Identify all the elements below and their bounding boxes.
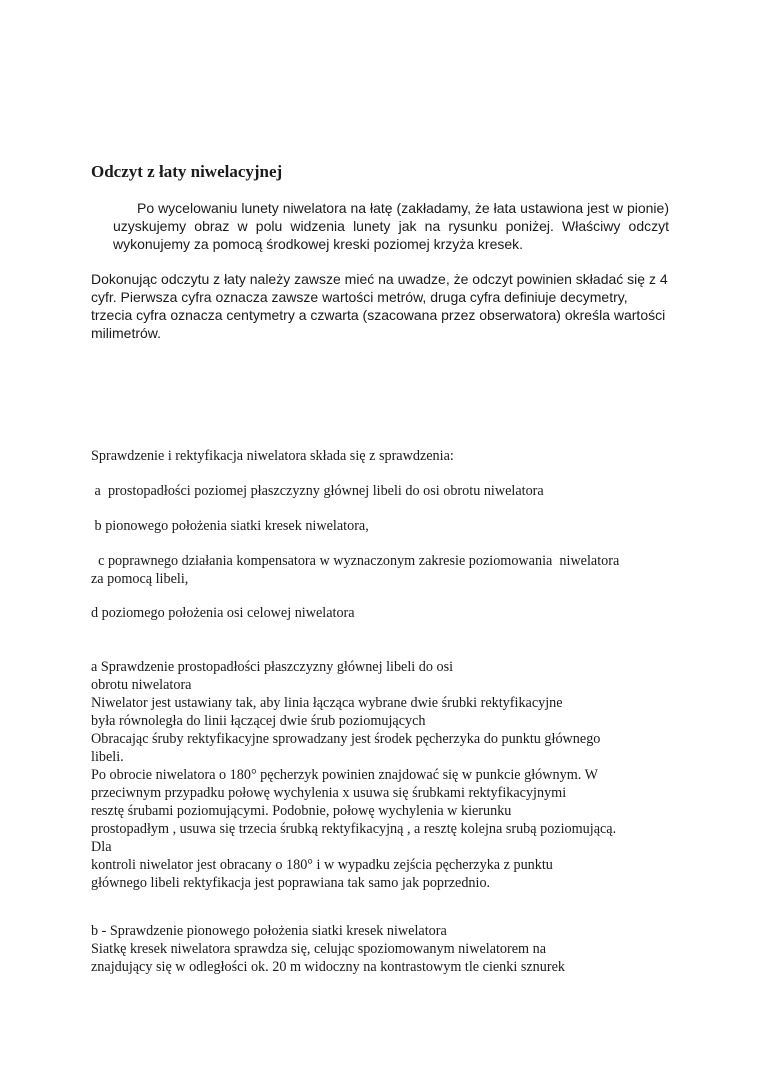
section-b-heading: b - Sprawdzenie pionowego położenia siatki kresek niwelatora — [91, 923, 447, 939]
text-line: cyfr. Pierwsza cyfra oznacza zawsze wartości metrów, druga cyfra definiuje decymetry, — [91, 289, 628, 305]
check-item-a: a prostopadłości poziomej płaszczyzny głównej libeli do osi obrotu niwelatora — [91, 483, 544, 499]
reading-paragraph — [91, 270, 668, 342]
text-line: Po obrocie niwelatora o 180° pęcherzyk powinien znajdować się w punkcie głównym. W — [91, 767, 598, 783]
check-intro: Sprawdzenie i rektyfikacja niwelatora składa się z sprawdzenia: — [91, 448, 454, 464]
intro-paragraph: Po wycelowaniu lunety niwelatora na łatę (zakładamy, że łata ustawiona jest w pionie) uzyskujemy obraz w polu widzenia lunety jak na rysunku poniżej. Właściwy odczyt wykonujemy za pomocą środkowej kreski poziomej krzyża kresek. — [113, 200, 669, 252]
text-line: milimetrów. — [91, 325, 162, 341]
text-line: przeciwnym przypadku połowę wychylenia x usuwa się śrubkami rektyfikacyjnymi — [91, 785, 567, 801]
text-line: Siatkę kresek niwelatora sprawdza się, celując spoziomowanym niwelatorem na — [91, 941, 547, 957]
check-item-b: b pionowego położenia siatki kresek niwelatora, — [91, 518, 369, 534]
text-line: libeli. — [91, 749, 124, 765]
text-line: Dla — [91, 839, 112, 855]
section-a-heading: a Sprawdzenie prostopadłości płaszczyzny głównej libeli do osi — [91, 659, 454, 675]
text-line: Dokonując odczytu z łaty należy zawsze mieć na uwadze, że odczyt powinien składać się z 4 — [91, 271, 668, 287]
text-line: resztę śrubami poziomującymi. Podobnie, połowę wychylenia w kierunku — [91, 803, 512, 819]
text-line: znajdujący się w odległości ok. 20 m widoczny na kontrastowym tle cienki sznurek — [91, 959, 565, 975]
section-b — [91, 922, 565, 976]
text-line: głównego libeli rektyfikacja jest poprawiana tak samo jak poprzednio. — [91, 875, 491, 891]
text-line: c poprawnego działania kompensatora w wyznaczonym zakresie poziomowania niwelatora — [91, 553, 620, 569]
text-line: Obracając śruby rektyfikacyjne sprowadzany jest środek pęcherzyka do punktu głównego — [91, 731, 601, 747]
check-item-c — [91, 552, 619, 588]
text-line: za pomocą libeli, — [91, 571, 189, 587]
text-line: trzecia cyfra oznacza centymetry a czwarta (szacowana przez obserwatora) określa wartości — [91, 307, 666, 323]
text-line: obrotu niwelatora — [91, 677, 192, 693]
section-a — [91, 658, 616, 892]
text-line: prostopadłym , usuwa się trzecia śrubką rektyfikacyjną , a resztę kolejna srubą poziomującą. — [91, 821, 617, 837]
text-line: Niwelator jest ustawiany tak, aby linia łącząca wybrane dwie śrubki rektyfikacyjne — [91, 695, 563, 711]
text-line: była równoległa do linii łączącej dwie śrub poziomujących — [91, 713, 426, 729]
check-item-d: d poziomego położenia osi celowej niwelatora — [91, 605, 355, 621]
text-line: kontroli niwelator jest obracany o 180° i w wypadku zejścia pęcherzyka z punktu — [91, 857, 553, 873]
document-title: Odczyt z łaty niwelacyjnej — [91, 162, 283, 181]
